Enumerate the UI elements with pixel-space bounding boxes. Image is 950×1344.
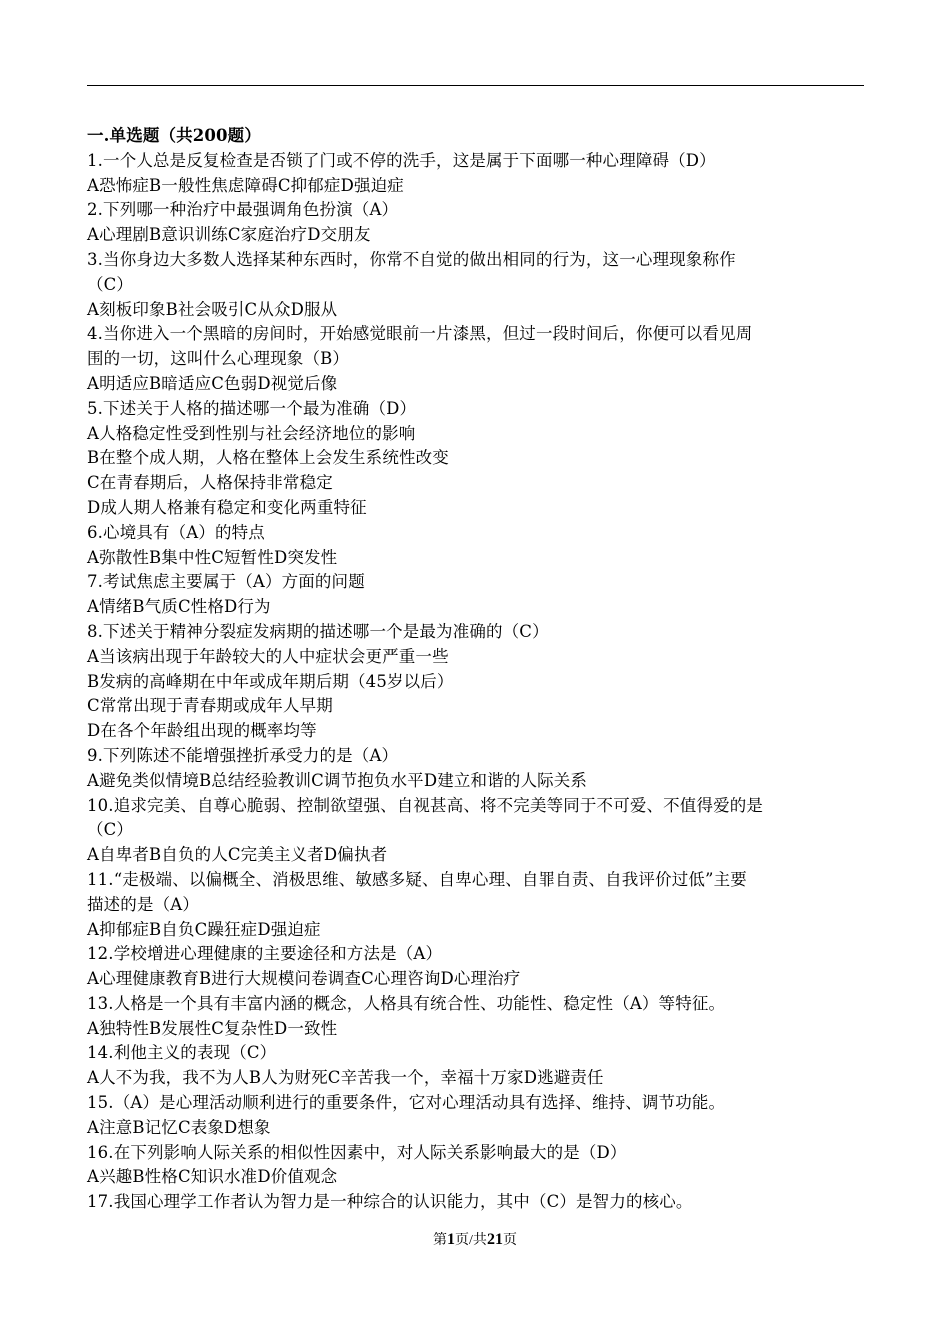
text-line: 10.追求完美、自尊心脆弱、控制欲望强、自视甚高、将不完美等同于不可爱、不值得爱的是 xyxy=(87,795,764,815)
text-line: 5.下述关于人格的描述哪一个最为准确（D） xyxy=(87,398,417,418)
header-rule xyxy=(87,85,864,86)
footer-page-number: 1 xyxy=(447,1231,456,1248)
text-line: 9.下列陈述不能增强挫折承受力的是（A） xyxy=(87,745,399,765)
text-line: 4.当你进入一个黑暗的房间时，开始感觉眼前一片漆黑，但过一段时间后，你便可以看见周 xyxy=(87,324,753,344)
text-line: A独特性B发展性C复杂性D一致性 xyxy=(87,1018,338,1038)
text-line: C在青春期后，人格保持非常稳定 xyxy=(87,473,333,493)
footer-prefix: 第 xyxy=(433,1233,448,1248)
text-line: C常常出现于青春期或成年人早期 xyxy=(87,696,333,716)
text-line: B发病的高峰期在中年或成年期后期（45岁以后） xyxy=(87,671,454,691)
text-line: 12.学校增进心理健康的主要途径和方法是（A） xyxy=(87,944,443,964)
text-line: 描述的是（A） xyxy=(87,894,199,914)
text-line: A自卑者B自负的人C完美主义者D偏执者 xyxy=(87,845,388,865)
text-line: 17.我国心理学工作者认为智力是一种综合的认识能力，其中（C）是智力的核心。 xyxy=(87,1192,693,1212)
text-line: A避免类似情境B总结经验教训C调节抱负水平D建立和谐的人际关系 xyxy=(87,770,588,790)
text-line: 2.下列哪一种治疗中最强调角色扮演（A） xyxy=(87,200,399,220)
page-footer xyxy=(0,1229,950,1249)
text-line: A心理剧B意识训练C家庭治疗D交朋友 xyxy=(87,225,371,245)
text-line: 11.“走极端、以偏概全、消极思维、敏感多疑、自卑心理、自罪自责、自我评价过低”主要 xyxy=(87,869,747,889)
text-line: 7.考试焦虑主要属于（A）方面的问题 xyxy=(87,572,365,592)
footer-middle: 页/共 xyxy=(455,1233,487,1248)
text-line: 3.当你身边大多数人选择某种东西时，你常不自觉的做出相同的行为，这一心理现象称作 xyxy=(87,249,736,269)
text-line: 14.利他主义的表现（C） xyxy=(87,1043,277,1063)
text-line: A弥散性B集中性C短暂性D突发性 xyxy=(87,547,338,567)
text-line: A兴趣B性格C知识水准D价值观念 xyxy=(87,1167,338,1187)
footer-total-pages: 21 xyxy=(486,1231,503,1248)
text-line: D在各个年龄组出现的概率均等 xyxy=(87,721,317,741)
text-line: 8.下述关于精神分裂症发病期的描述哪一个是最为准确的（C） xyxy=(87,621,549,641)
text-line: A恐怖症B一般性焦虑障碍C抑郁症D强迫症 xyxy=(87,175,404,195)
text-line: A情绪B气质C性格D行为 xyxy=(87,597,271,617)
question-list xyxy=(87,149,864,1215)
text-line: 围的一切，这叫什么心理现象（B） xyxy=(87,349,350,369)
text-line: A抑郁症B自负C躁狂症D强迫症 xyxy=(87,919,321,939)
section-title: 一.单选题（共200题） xyxy=(87,126,261,145)
text-line: A当该病出现于年龄较大的人中症状会更严重一些 xyxy=(87,646,449,666)
text-line: A人格稳定性受到性别与社会经济地位的影响 xyxy=(87,423,416,443)
text-line: A刻板印象B社会吸引C从众D服从 xyxy=(87,299,338,319)
text-line: D成人期人格兼有稳定和变化两重特征 xyxy=(87,497,367,517)
text-line: A注意B记忆C表象D想象 xyxy=(87,1117,271,1137)
text-line: （C） xyxy=(87,820,134,840)
text-line: A人不为我，我不为人B人为财死C辛苦我一个，幸福十万家D逃避责任 xyxy=(87,1068,604,1088)
text-line: 1.一个人总是反复检查是否锁了门或不停的洗手，这是属于下面哪一种心理障碍（D） xyxy=(87,150,716,170)
text-line: 16.在下列影响人际关系的相似性因素中，对人际关系影响最大的是（D） xyxy=(87,1142,627,1162)
document-body xyxy=(87,124,864,1215)
text-line: 15.（A）是心理活动顺利进行的重要条件，它对心理活动具有选择、维持、调节功能。 xyxy=(87,1093,726,1113)
text-line: 6.心境具有（A）的特点 xyxy=(87,522,265,542)
text-line: B在整个成人期，人格在整体上会发生系统性改变 xyxy=(87,448,449,468)
text-line: A明适应B暗适应C色弱D视觉后像 xyxy=(87,373,338,393)
text-line: 13.人格是一个具有丰富内涵的概念，人格具有统合性、功能性、稳定性（A）等特征。 xyxy=(87,993,726,1013)
footer-suffix: 页 xyxy=(502,1233,517,1248)
text-line: （C） xyxy=(87,274,134,294)
text-line: A心理健康教育B进行大规模问卷调查C心理咨询D心理治疗 xyxy=(87,969,521,989)
